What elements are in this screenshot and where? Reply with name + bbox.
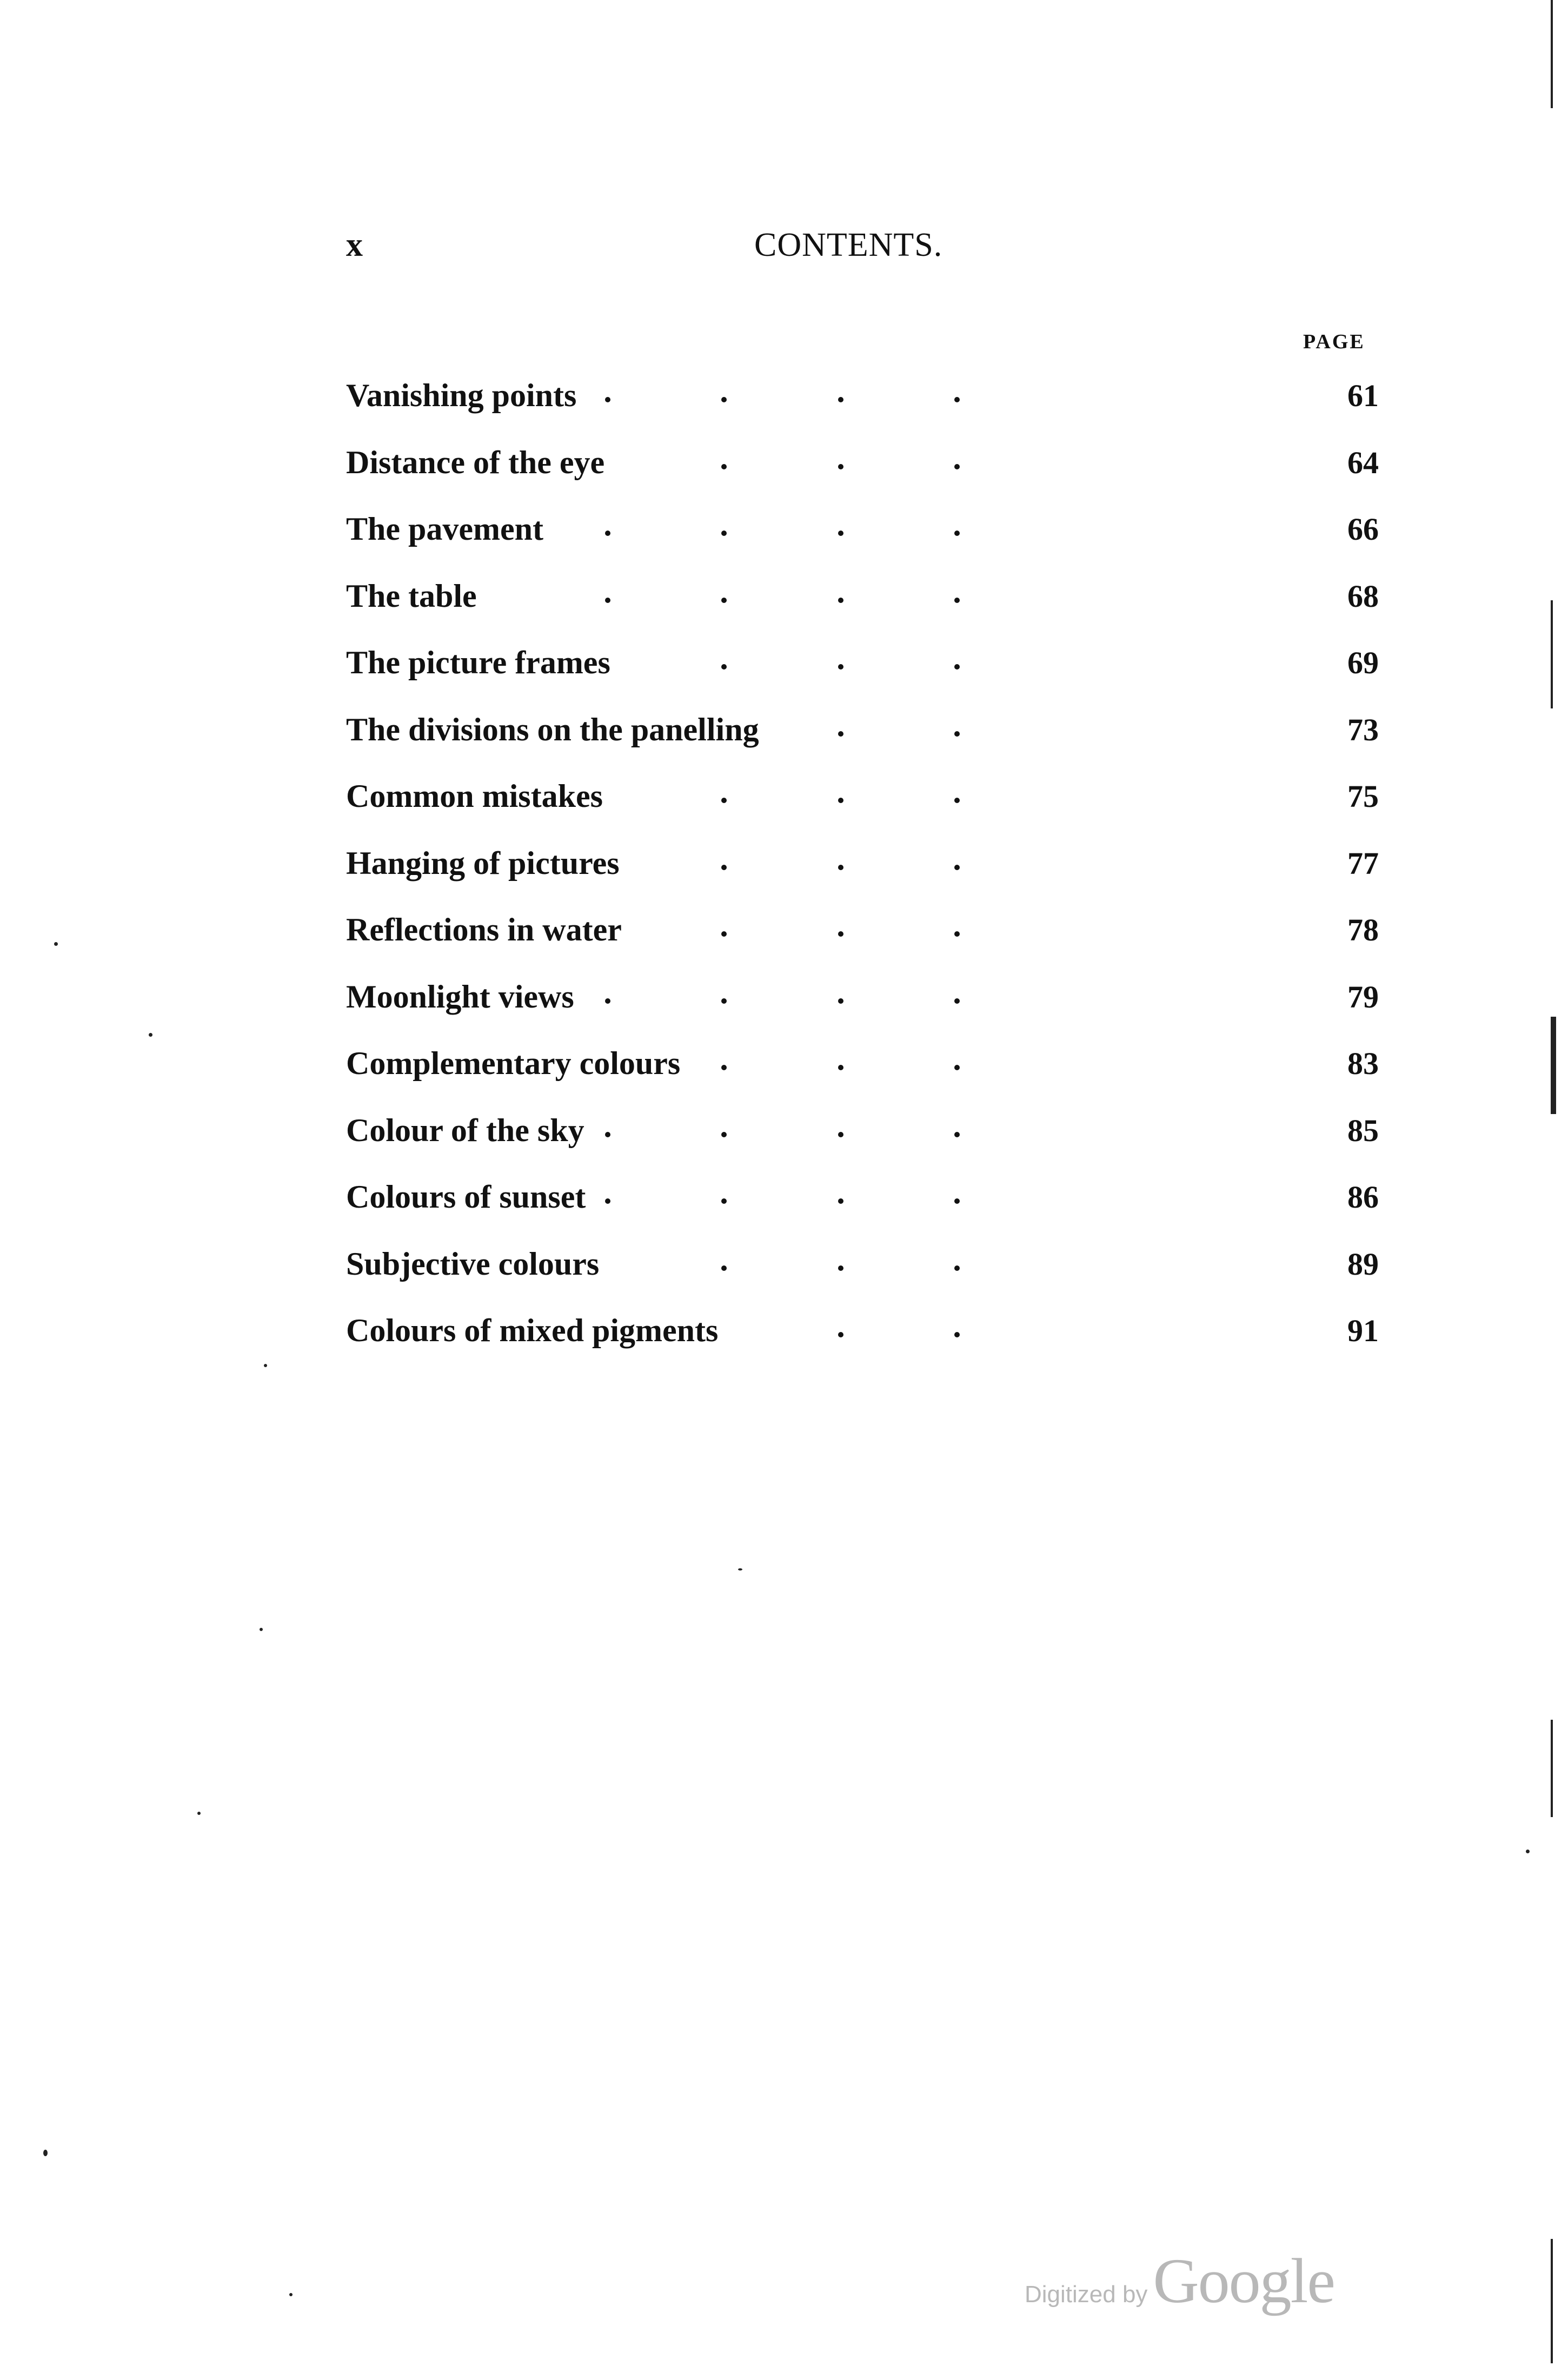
scan-edge-mark (1551, 0, 1553, 108)
page-folio: x (346, 227, 364, 263)
toc-entry (346, 697, 1379, 764)
toc-entry-page: 69 (1347, 645, 1379, 681)
scan-edge-mark (1551, 1017, 1556, 1114)
toc-entry (346, 830, 1379, 897)
running-head: CONTENTS. (754, 227, 943, 263)
toc-entry-title: The divisions on the panelling (346, 711, 765, 748)
watermark-digitized-text: Digitized by (1025, 2281, 1148, 2308)
scan-edge-mark (1551, 1720, 1553, 1817)
toc-entry-title: Colour of the sky (346, 1112, 590, 1149)
toc-entry (346, 964, 1379, 1031)
toc-entry-page: 77 (1347, 845, 1379, 881)
scan-speck (738, 1568, 742, 1570)
scan-speck (264, 1364, 267, 1367)
toc-entry-page: 64 (1347, 445, 1379, 480)
toc-entry-title: Colours of sunset (346, 1178, 591, 1216)
scan-speck (43, 2150, 48, 2156)
toc-entry-title: Complementary colours (346, 1045, 686, 1082)
toc-entry-title: Vanishing points (346, 377, 582, 414)
table-of-contents (346, 362, 1379, 1364)
scan-speck (149, 1033, 152, 1037)
toc-entry-title: Hanging of pictures (346, 845, 625, 882)
toc-entry-title: Distance of the eye (346, 444, 610, 481)
toc-entry-page: 79 (1347, 979, 1379, 1015)
toc-entry-title: The table (346, 578, 482, 615)
toc-entry-title: Colours of mixed pigments (346, 1312, 723, 1349)
toc-entry-title: Subjective colours (346, 1245, 604, 1283)
toc-entry-title: The pavement (346, 511, 549, 548)
toc-entry-page: 73 (1347, 712, 1379, 747)
scan-speck (1526, 1850, 1530, 1853)
toc-entry-title: Common mistakes (346, 778, 608, 815)
toc-entry (346, 629, 1379, 697)
page-column-label: PAGE (1303, 330, 1365, 353)
google-watermark (1025, 2244, 1334, 2318)
toc-entry (346, 1164, 1379, 1231)
toc-entry-page: 68 (1347, 578, 1379, 614)
toc-entry-page: 86 (1347, 1179, 1379, 1215)
toc-entry-page: 85 (1347, 1112, 1379, 1148)
toc-entry-page: 61 (1347, 378, 1379, 414)
toc-entry (346, 763, 1379, 830)
scan-speck (260, 1628, 263, 1631)
scan-edge-mark (1551, 600, 1553, 708)
toc-entry-page: 83 (1347, 1046, 1379, 1082)
toc-entry (346, 362, 1379, 429)
scan-speck (197, 1812, 201, 1815)
dot-leader (346, 563, 1319, 630)
scan-speck (289, 2293, 293, 2296)
scan-edge-mark (1551, 2239, 1553, 2363)
toc-entry (346, 897, 1379, 964)
toc-entry (346, 496, 1379, 563)
toc-entry-page: 66 (1347, 512, 1379, 547)
toc-entry (346, 429, 1379, 496)
toc-entry (346, 1097, 1379, 1164)
toc-entry-page: 89 (1347, 1246, 1379, 1282)
toc-entry-title: Moonlight views (346, 978, 580, 1016)
toc-entry-page: 75 (1347, 779, 1379, 814)
toc-entry (346, 563, 1379, 630)
toc-entry (346, 1231, 1379, 1298)
scan-speck (54, 942, 58, 946)
toc-entry (346, 1030, 1379, 1097)
toc-entry (346, 1297, 1379, 1364)
toc-entry-page: 91 (1347, 1313, 1379, 1349)
toc-entry-page: 78 (1347, 912, 1379, 948)
toc-entry-title: Reflections in water (346, 911, 627, 949)
toc-entry-title: The picture frames (346, 644, 616, 681)
watermark-google-logo: Google (1153, 2245, 1334, 2316)
